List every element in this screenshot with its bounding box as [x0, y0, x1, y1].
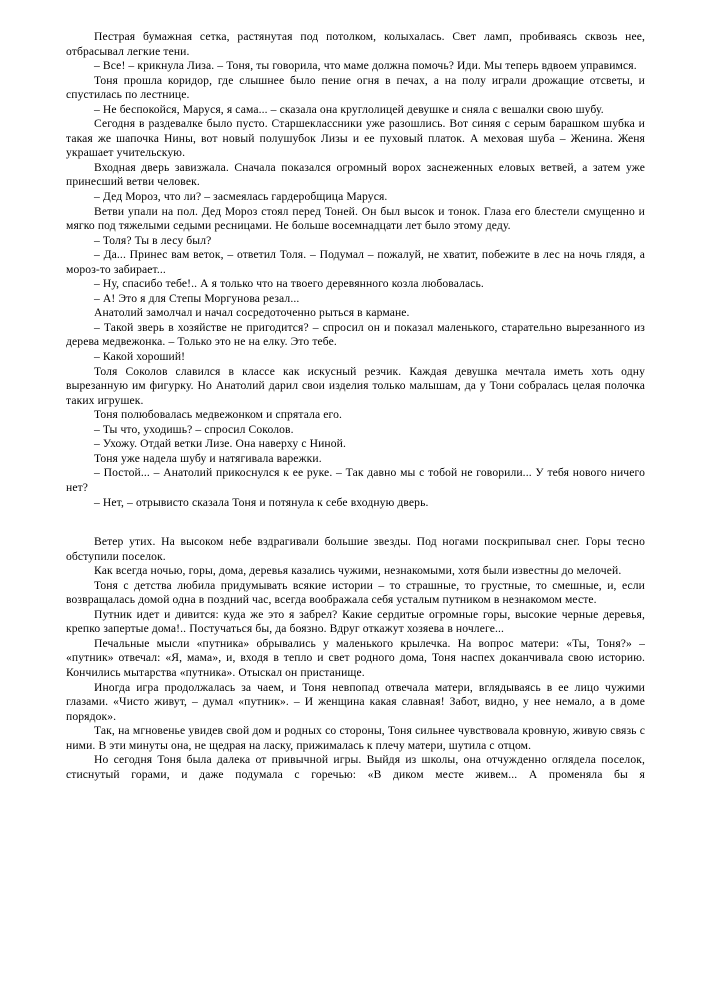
- paragraph: Толя Соколов славился в классе как искусный резчик. Каждая девушка мечтала иметь хоть одну вырезанную им фигурку. Но Анатолий дарил свои изделия только малышам, да у Тони собралась целая полочка таких игрушек.: [66, 364, 645, 407]
- paragraph: – Да... Принес вам веток, – ответил Толя. – Подумал – пожалуй, не хватит, побежите в лес на ночь глядя, а мороз-то забирает...: [66, 248, 645, 276]
- paragraph: – Толя? Ты в лесу был?: [94, 233, 212, 247]
- paragraph: Тоня прошла коридор, где слышнее было пение огня в печах, а на полу играли дрожащие отсветы, и спустилась по лестнице.: [66, 73, 645, 102]
- paragraph: Тоня полюбовалась медвежонком и спрятала его.: [94, 408, 343, 422]
- paragraph: – Ты что, уходишь? – спросил Соколов.: [94, 422, 294, 436]
- paragraph: Анатолий замолчал и начал сосредоточенно рыться в кармане.: [94, 306, 410, 320]
- paragraph: Сегодня в раздевалке было пусто. Старшеклассники уже разошлись. Вот синяя с серым барашком шубка и такая же шапочка Нины, вот новый полушубок Лизы и ее пуховый платок. А меховая шуба – Женина. Женя украшает учительскую.: [66, 117, 645, 160]
- section-two: [66, 535, 645, 782]
- paragraph: – Ухожу. Отдай ветки Лизе. Она наверху с Ниной.: [94, 437, 346, 451]
- paragraph: – Какой хороший!: [94, 350, 186, 364]
- paragraph: – Ну, спасибо тебе!.. А я только что на твоего деревянного козла любовалась.: [94, 277, 484, 291]
- paragraph: Печальные мысли «путника» обрывались у маленького крылечка. На вопрос матери: «Ты, Тоня?» – «путник» отвечал: «Я, мама», и, входя в тепло и свет родного дома, Тоня наспех доканчивала свою историю. Кончились мытарства «путника». Отыскал он пристанище.: [66, 636, 645, 679]
- paragraph: Пестрая бумажная сетка, растянутая под потолком, колыхалась. Свет ламп, пробиваясь сквозь нее, отбрасывал легкие тени.: [66, 30, 645, 58]
- paragraph: – Такой зверь в хозяйстве не пригодится? – спросил он и показал маленького, старательно вырезанного из дерева медвежонка. – Только это не на елку. Это тебе.: [66, 320, 645, 349]
- paragraph: Путник идет и дивится: куда же это я забрел? Какие сердитые огромные горы, высокие черные деревья, крепко запертые дома!.. Постучаться бы, да боязно. Вдруг откажут хозяева в ночлеге...: [66, 607, 645, 636]
- paragraph: Так, на мгновенье увидев свой дом и родных со стороны, Тоня сильнее чувствовала кровную, живую связь с ними. В эти минуты она, не щедрая на ласку, прижималась к плечу матери, шутила с отцом.: [66, 724, 645, 752]
- section-one: [66, 30, 645, 510]
- paragraph: – Постой... – Анатолий прикоснулся к ее руке. – Так давно мы с тобой не говорили... У тебя нового ничего нет?: [66, 466, 645, 494]
- paragraph: – Не беспокойся, Маруся, я сама... – сказала она круглолицей девушке и сняла с вешалки свою шубу.: [94, 102, 604, 116]
- paragraph: Как всегда ночью, горы, дома, деревья казались чужими, незнакомыми, хотя были известны до мелочей.: [94, 564, 622, 578]
- paragraph: Тоня с детства любила придумывать всякие истории – то страшные, то грустные, то смешные, и, если возвращалась домой одна в поздний час, всегда воображала себя усталым путником в незнакомом месте.: [66, 578, 645, 607]
- paragraph: – А! Это я для Степы Моргунова резал...: [94, 291, 300, 305]
- paragraph: – Все! – крикнула Лиза. – Тоня, ты говорила, что маме должна помочь? Иди. Мы теперь вдвоем управимся.: [94, 59, 637, 73]
- paragraph: Тоня уже надела шубу и натягивала варежки.: [94, 451, 322, 465]
- document-text-body: [66, 30, 645, 782]
- paragraph: – Дед Мороз, что ли? – засмеялась гардеробщица Маруся.: [94, 190, 388, 204]
- paragraph: Но сегодня Тоня была далека от привычной игры. Выйдя из школы, она отчужденно оглядела поселок, стиснутый горами, и даже подумала с горечью: «В диком месте живем... А променяла бы я: [66, 753, 645, 781]
- paragraph: Ветви упали на пол. Дед Мороз стоял перед Тоней. Он был высок и тонок. Глаза его блестели смущенно и мягко под тяжелыми седыми ресницами. Не больше восемнадцати лет было этому деду.: [66, 204, 645, 233]
- section-break: [66, 510, 645, 535]
- paragraph: Ветер утих. На высоком небе вздрагивали большие звезды. Под ногами поскрипывал снег. Горы тесно обступили поселок.: [66, 535, 645, 563]
- paragraph: – Нет, – отрывисто сказала Тоня и потянула к себе входную дверь.: [94, 495, 429, 509]
- paragraph: Иногда игра продолжалась за чаем, и Тоня невпопад отвечала матери, вглядываясь в ее лицо чужими глазами. «Чисто живут, – думал «путник». – И женщина какая славная! Забот, видно, у нее немало, а в доме порядок».: [66, 680, 645, 723]
- paragraph: Входная дверь завизжала. Сначала показался огромный ворох заснеженных еловых ветвей, а затем уже принесший ветви человек.: [66, 160, 645, 189]
